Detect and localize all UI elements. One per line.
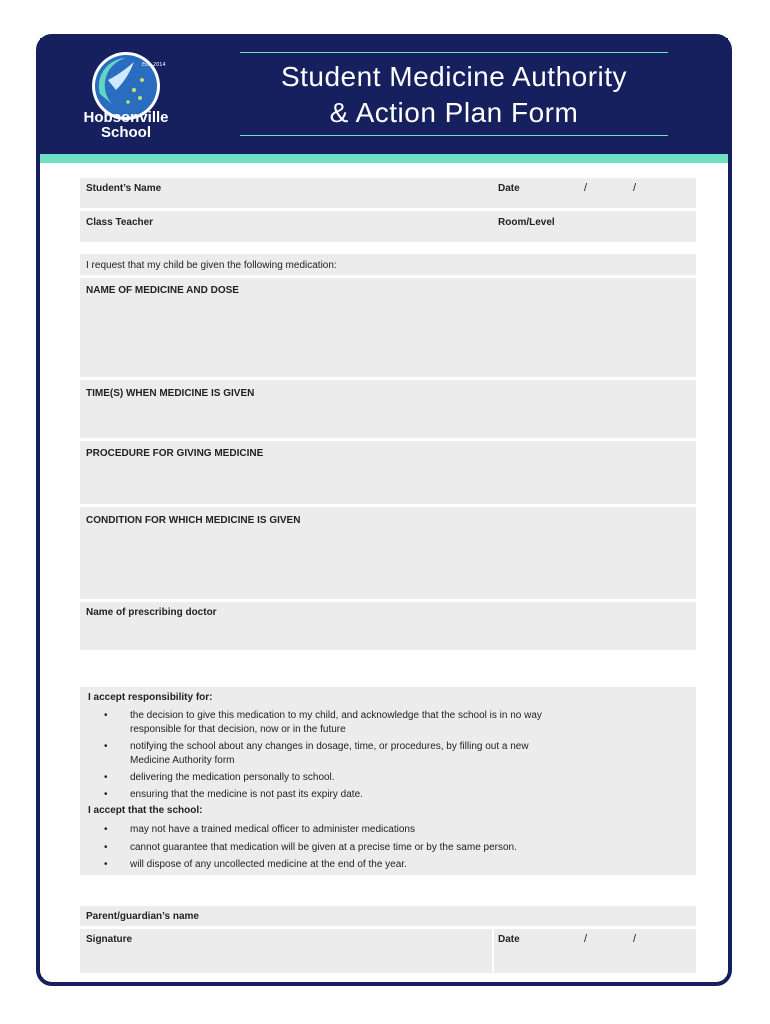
bullet-icon: • bbox=[104, 859, 108, 870]
signature-date-separator-1: / bbox=[584, 933, 588, 945]
list-item bbox=[104, 841, 600, 855]
list-item-line: Medicine Authority form bbox=[130, 755, 235, 766]
student-name-label: Student’s Name bbox=[86, 183, 162, 194]
procedure-label: PROCEDURE FOR GIVING MEDICINE bbox=[86, 448, 264, 459]
header-accent-band bbox=[40, 154, 728, 163]
form-title-line2: & Action Plan Form bbox=[329, 97, 579, 128]
prescribing-doctor-label: Name of prescribing doctor bbox=[86, 607, 217, 618]
list-item-line: cannot guarantee that medication will be given at a precise time or by the same person. bbox=[130, 842, 517, 853]
bullet-icon: • bbox=[104, 842, 108, 853]
responsibility-section bbox=[80, 687, 696, 875]
form-frame bbox=[36, 34, 732, 986]
class-teacher-label: Class Teacher bbox=[86, 217, 154, 228]
date-separator-1: / bbox=[584, 182, 588, 194]
signature-date-field[interactable] bbox=[494, 929, 696, 973]
signature-field[interactable] bbox=[80, 929, 492, 973]
list-item-line: responsible for that decision, now or in the future bbox=[130, 724, 346, 735]
school-name bbox=[70, 110, 182, 140]
signature-date-label: Date bbox=[498, 934, 520, 945]
date-field[interactable] bbox=[492, 178, 696, 208]
school-acceptance-heading: I accept that the school: bbox=[88, 805, 203, 816]
school-name-line2: School bbox=[100, 124, 151, 141]
form-header bbox=[40, 38, 728, 154]
form-title bbox=[240, 52, 668, 136]
list-item-line: delivering the medication personally to school. bbox=[130, 772, 335, 783]
date-separator-2: / bbox=[633, 182, 637, 194]
bullet-icon: • bbox=[104, 824, 108, 835]
bullet-icon: • bbox=[104, 710, 108, 721]
list-item bbox=[104, 771, 600, 785]
bullet-icon: • bbox=[104, 772, 108, 783]
list-item-line: ensuring that the medicine is not past its expiry date. bbox=[130, 789, 363, 800]
list-item bbox=[104, 740, 600, 768]
form-title-line1: Student Medicine Authority bbox=[280, 61, 628, 92]
bullet-icon: • bbox=[104, 741, 108, 752]
medicine-times-label: TIME(S) WHEN MEDICINE IS GIVEN bbox=[86, 388, 255, 399]
list-item bbox=[104, 823, 600, 837]
request-text: I request that my child be given the following medication: bbox=[86, 260, 337, 271]
parent-name-label: Parent/guardian’s name bbox=[86, 911, 199, 922]
date-label: Date bbox=[498, 183, 520, 194]
room-level-label: Room/Level bbox=[498, 217, 555, 228]
bullet-icon: • bbox=[104, 789, 108, 800]
signature-label: Signature bbox=[86, 934, 133, 945]
list-item bbox=[104, 858, 600, 872]
condition-label: CONDITION FOR WHICH MEDICINE IS GIVEN bbox=[86, 515, 301, 526]
list-item bbox=[104, 709, 600, 737]
medicine-dose-label: NAME OF MEDICINE AND DOSE bbox=[86, 285, 239, 296]
signature-date-separator-2: / bbox=[633, 933, 637, 945]
logo-ring-text: Est. 2014 bbox=[142, 62, 166, 68]
list-item-line: may not have a trained medical officer to administer medications bbox=[130, 824, 415, 835]
list-item-line: will dispose of any uncollected medicine at the end of the year. bbox=[130, 859, 407, 870]
school-name-line1: Hobsonville bbox=[83, 109, 169, 126]
responsibility-heading: I accept responsibility for: bbox=[88, 692, 213, 703]
list-item-line: the decision to give this medication to my child, and acknowledge that the school is in no way bbox=[130, 710, 542, 721]
list-item bbox=[104, 788, 600, 802]
list-item-line: notifying the school about any changes in dosage, time, or procedures, by filling out a new bbox=[130, 741, 529, 752]
